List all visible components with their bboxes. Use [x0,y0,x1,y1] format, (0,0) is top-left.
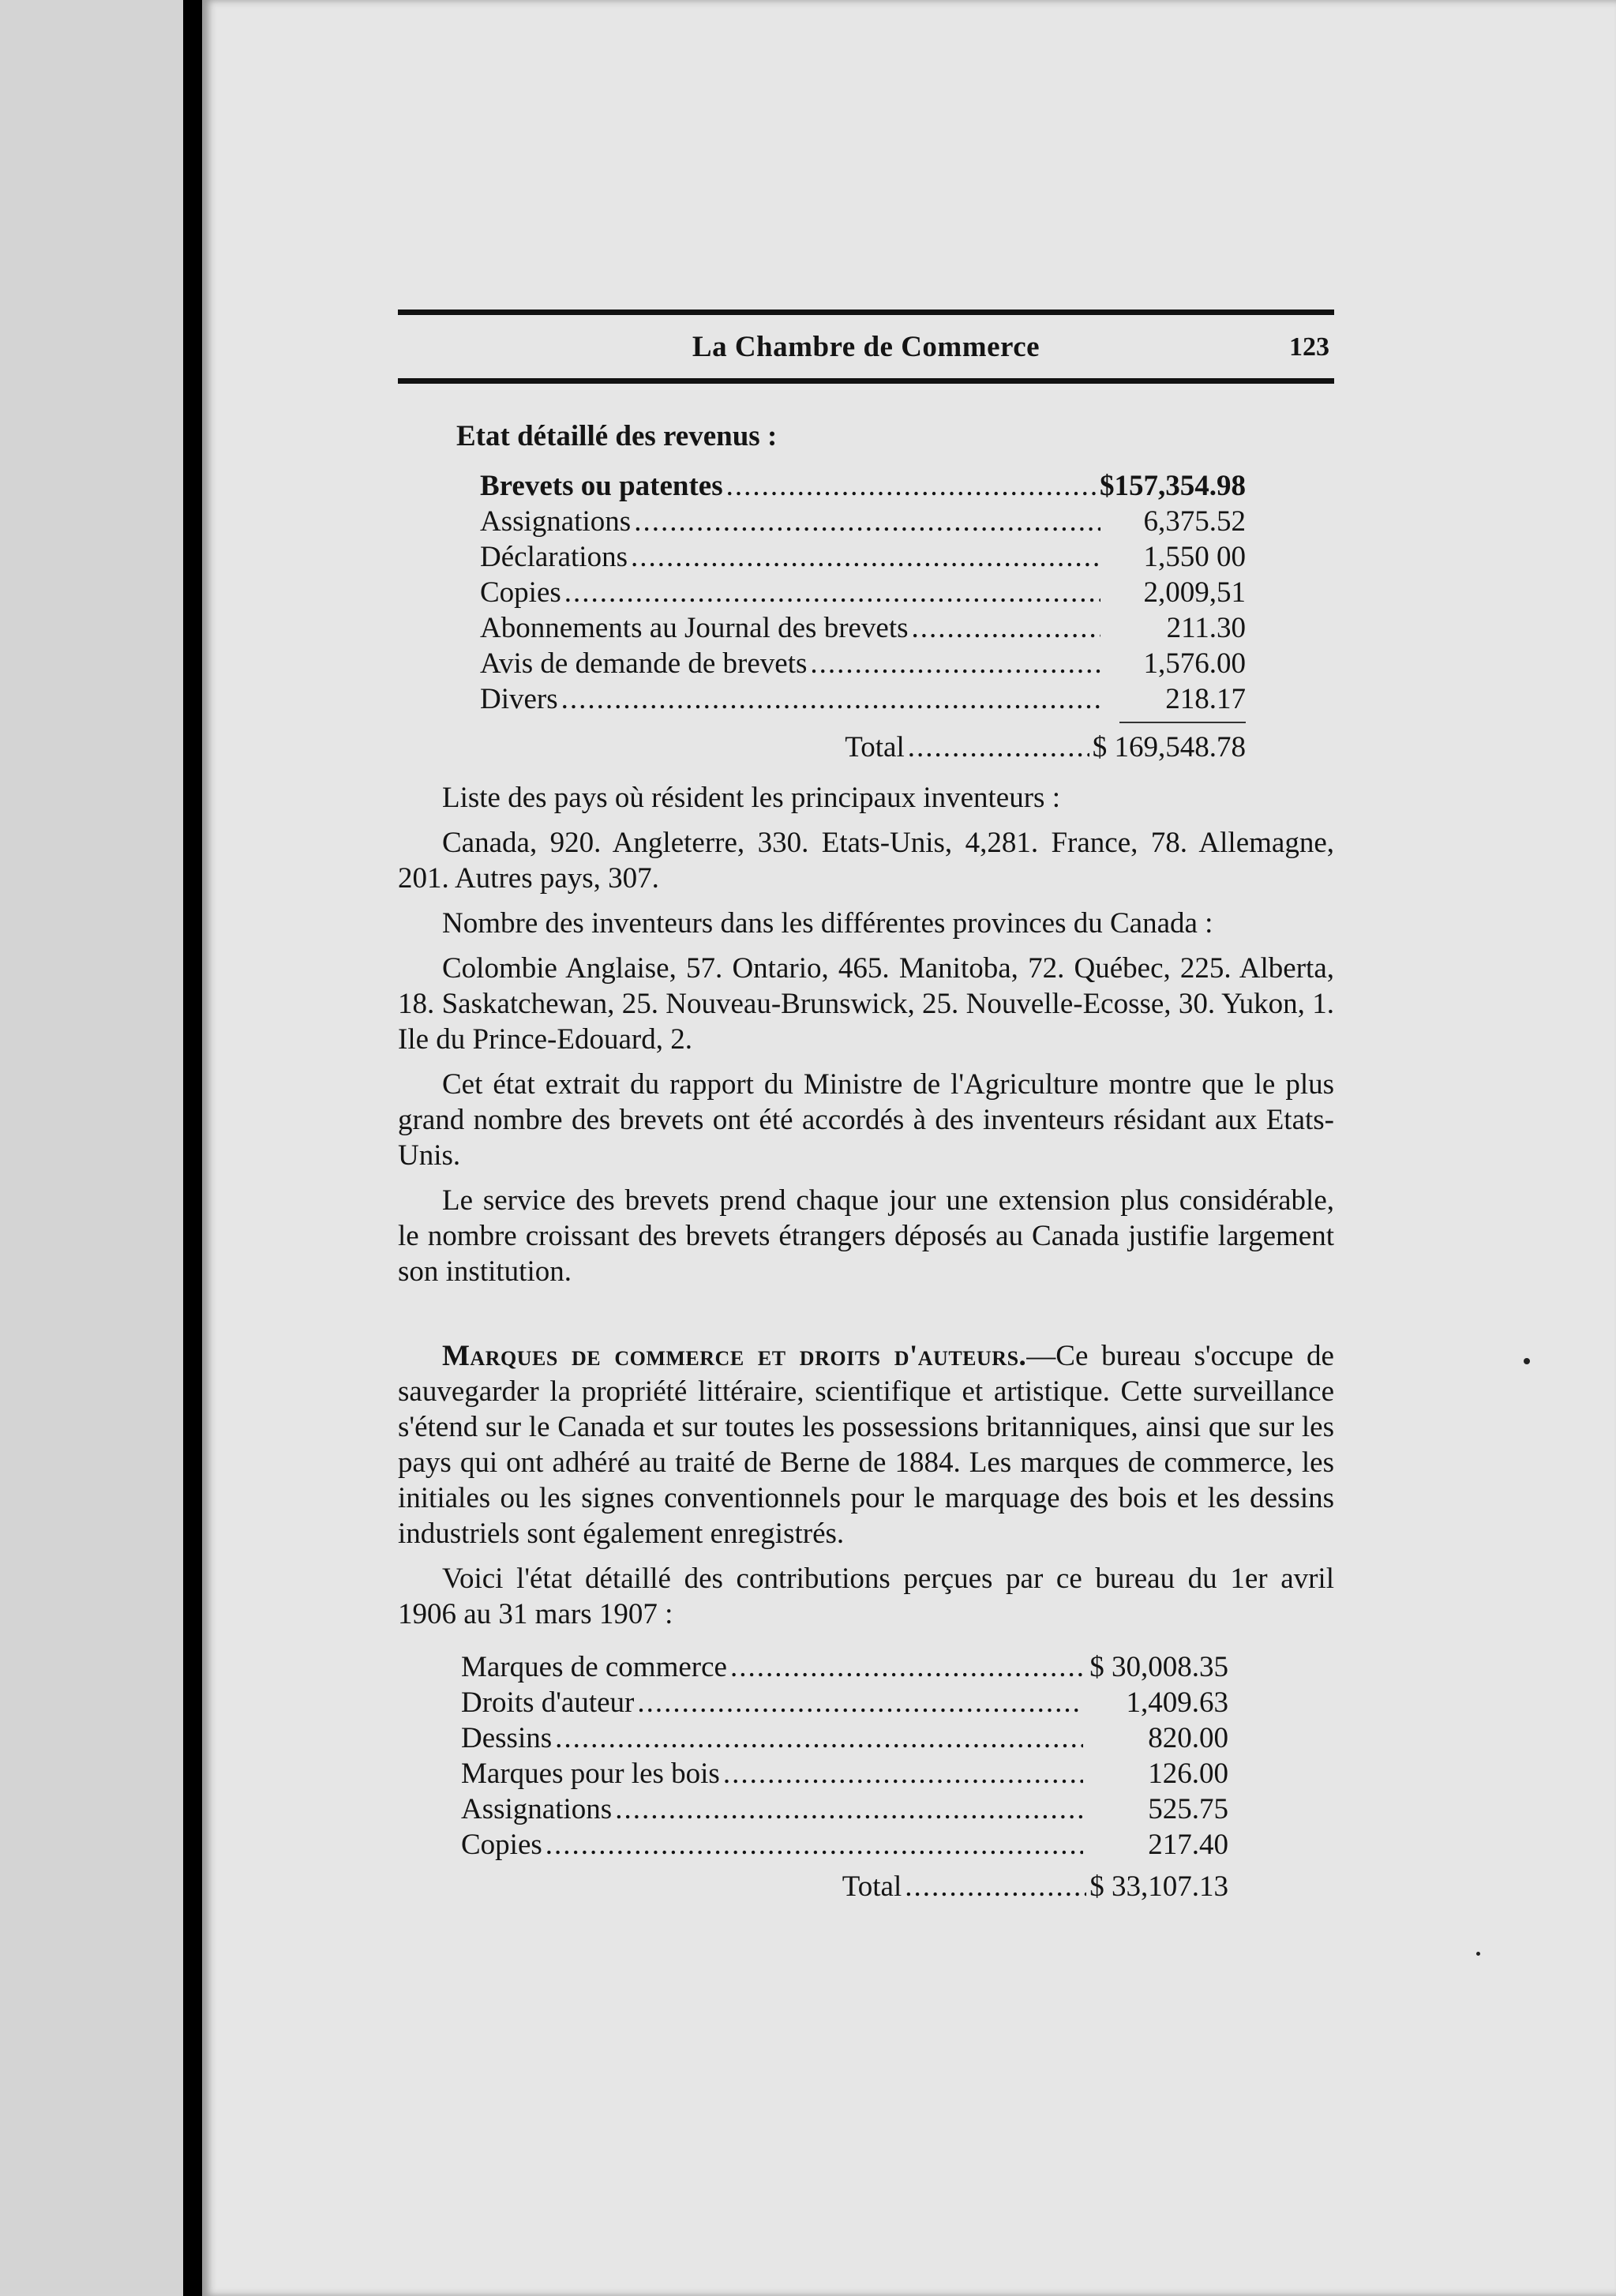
paragraph: Liste des pays où résident les principaux inventeurs : [442,782,1060,814]
row-label: Divers [480,683,558,715]
row-label: Assignations [480,505,632,538]
table-row [480,575,1246,610]
paragraph: Colombie Anglaise, 57. Ontario, 465. Manitoba, 72. Québec, 225. Alberta, 18. Saskatchewan, 25. Nouveau-Brunswick, 25. Nouvelle-Ecosse, 30. Yukon, 1. Ile du Prince-Edouard, 2. [398,952,1334,1056]
ink-speck [1476,1952,1480,1956]
row-amount: 126.00 [1148,1758,1228,1790]
total-label: Total [842,1870,902,1903]
leader-dots [561,681,1100,717]
row-label: Marques pour les bois [461,1758,720,1790]
table-row [480,610,1246,646]
table-row [480,646,1246,681]
header-rule-top [398,310,1334,315]
paragraph: Nombre des inventeurs dans les différentes provinces du Canada : [442,907,1213,940]
leader-dots [730,1649,1083,1685]
running-header [398,315,1334,378]
leader-dots [905,1869,1086,1904]
row-label: Copies [461,1829,542,1861]
marques-heading: Marques de commerce et droits d'auteurs. [442,1340,1027,1372]
revenus-table [480,468,1246,769]
paragraph: Canada, 920. Angleterre, 330. Etats-Unis, 4,281. France, 78. Allemagne, 201. Autres pays, 307. [398,827,1334,895]
leader-dots [810,646,1100,681]
sum-rule [1119,722,1246,723]
row-label: Droits d'auteur [461,1686,635,1719]
paragraph: Le service des brevets prend chaque jour une extension plus considérable, le nombre croissant des brevets étrangers déposés au Canada justifie largement son institution. [398,1184,1334,1288]
page-content [398,310,1334,1908]
total-label: Total [845,731,905,763]
running-title: La Chambre de Commerce [692,330,1040,363]
row-label: Dessins [461,1722,553,1754]
row-amount: 217.40 [1148,1829,1228,1861]
row-amount: 1,550 00 [1143,541,1246,573]
row-label: Avis de demande de brevets [480,647,808,680]
marques-paragraph [398,1338,1334,1551]
row-label: Copies [480,576,561,609]
row-amount: 2,009,51 [1143,576,1246,609]
page-number: 123 [1289,332,1329,362]
leader-dots [723,1756,1083,1791]
leader-dots [555,1720,1083,1756]
leader-dots [637,1685,1083,1720]
marques-intro: Voici l'état détaillé des contributions perçues par ce bureau du 1er avril 1906 au 31 mars 1907 : [398,1563,1334,1630]
facing-page-edge [0,0,183,2296]
table-row [461,1649,1228,1685]
ink-speck [1524,1358,1530,1364]
row-amount: $157,354.98 [1100,470,1246,502]
table-row [480,468,1246,504]
table-row [461,1720,1228,1756]
table-row [461,1685,1228,1720]
row-label: Assignations [461,1793,613,1825]
row-amount: 1,576.00 [1143,647,1246,680]
table-row [461,1791,1228,1827]
leader-dots [726,468,1097,504]
total-row [480,730,1246,769]
table-row [461,1756,1228,1791]
leader-dots [908,730,1089,765]
leader-dots [615,1791,1083,1827]
row-label: Abonnements au Journal des brevets [480,612,909,644]
leader-dots [912,610,1100,646]
row-label: Déclarations [480,541,628,573]
leader-dots [631,539,1100,575]
row-amount: $ 30,008.35 [1089,1651,1228,1683]
leader-dots [634,504,1100,539]
row-amount: 218.17 [1165,683,1246,715]
row-amount: 6,375.52 [1143,505,1246,538]
leader-dots [564,575,1100,610]
total-row [461,1869,1228,1908]
total-amount: $ 169,548.78 [1092,731,1246,763]
marques-text: —Ce bureau s'occupe de sauvegarder la propriété littéraire, scientifique et artistique. Cette surveillance s'étend sur le Canada et sur toutes les possessions britanniques, ainsi que sur les pays qui ont adhéré au traité de Berne de 1884. Les marques de commerce, les initiales ou les signes conventionnels pour le marquage des bois et les dessins industriels sont également enregistrés. [398,1340,1334,1550]
header-rule-bottom [398,378,1334,384]
row-amount: 820.00 [1148,1722,1228,1754]
table-row [480,504,1246,539]
revenus-heading: Etat détaillé des revenus : [456,420,778,452]
contributions-table [461,1649,1228,1908]
row-amount: 211.30 [1166,612,1246,644]
leader-dots [546,1827,1083,1863]
paragraph: Cet état extrait du rapport du Ministre de l'Agriculture montre que le plus grand nombre des brevets ont été accordés à des inventeurs résidant aux Etats-Unis. [398,1068,1334,1172]
table-row [480,681,1246,717]
row-label: Marques de commerce [461,1651,727,1683]
table-row [461,1827,1228,1863]
total-amount: $ 33,107.13 [1089,1870,1228,1903]
row-amount: 525.75 [1148,1793,1228,1825]
table-row [480,539,1246,575]
row-amount: 1,409.63 [1126,1686,1228,1719]
row-label: Brevets ou patentes [480,470,723,502]
